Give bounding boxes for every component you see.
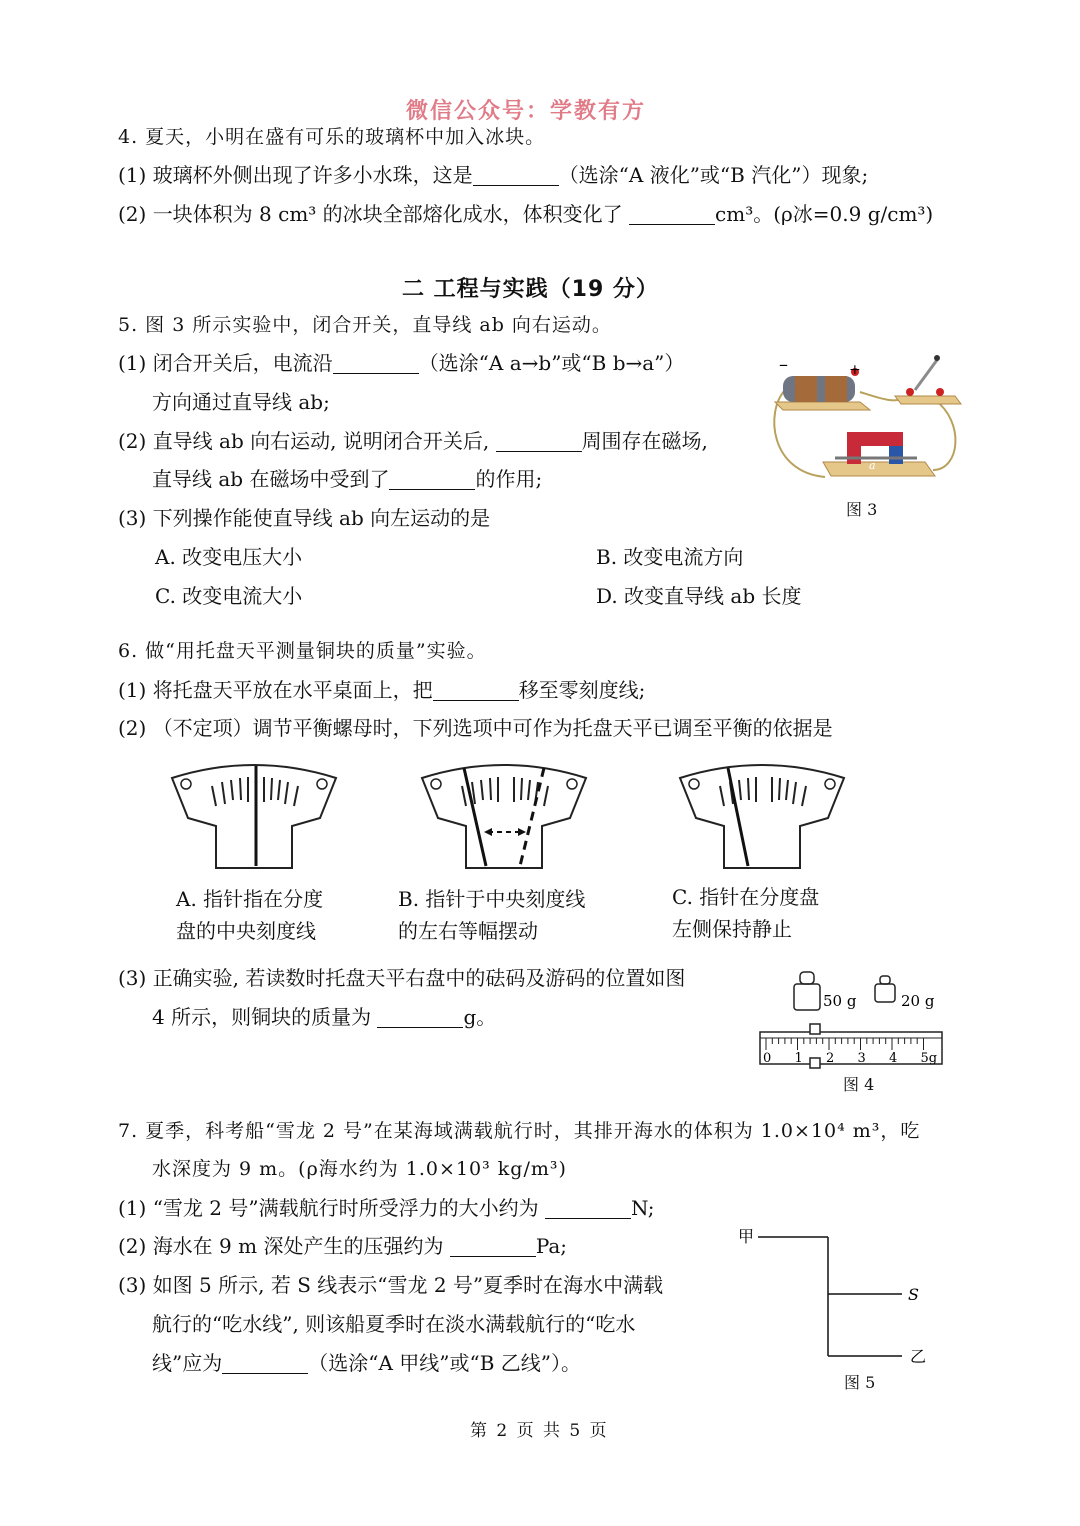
q6-p1-text-a: (1) 将托盘天平放在水平桌面上，把 xyxy=(118,678,433,702)
battery-plus-label: + xyxy=(849,362,861,378)
line-jia-label: 甲 xyxy=(738,1227,755,1246)
q7-part1 xyxy=(118,1195,654,1221)
dial-c-caption-2: 左侧保持静止 xyxy=(672,917,792,941)
answer-blank[interactable] xyxy=(222,1353,308,1374)
line-s-label: S xyxy=(908,1285,919,1304)
scale-tick-label: 4 xyxy=(889,1051,898,1066)
q5-option-d[interactable]: D. 改变直导线 ab 长度 xyxy=(596,584,802,608)
q5-option-a[interactable]: A. 改变电压大小 xyxy=(155,545,303,569)
q4-p1-text-a: (1) 玻璃杯外侧出现了许多小水珠，这是 xyxy=(118,163,473,187)
answer-blank[interactable] xyxy=(333,353,419,374)
figure-4-caption: 图 4 xyxy=(843,1075,875,1094)
q6-part2: (2) （不定项）调节平衡螺母时，下列选项中可作为托盘天平已调至平衡的依据是 xyxy=(118,716,833,740)
q7-p2-text-b: Pa; xyxy=(535,1234,568,1258)
q7-p1-text-b: N; xyxy=(630,1196,655,1220)
q7-part3-cont-2 xyxy=(152,1350,581,1376)
watermark-text: 微信公众号：学教有方 xyxy=(406,98,647,124)
q7-stem-1: 7. 夏季，科考船“雪龙 2 号”在某海域满载航行时，其排开海水的体积为 1.0×10⁴ m³，吃 xyxy=(118,1120,921,1142)
answer-blank[interactable] xyxy=(377,1007,463,1028)
q4-part2 xyxy=(118,201,933,227)
q6-part3-cont xyxy=(152,1004,496,1030)
answer-blank[interactable] xyxy=(496,431,582,452)
q5-p2-text-d: 的作用; xyxy=(475,467,543,491)
q7-p1-text-a: (1) “雪龙 2 号”满载航行时所受浮力的大小约为 xyxy=(118,1196,539,1220)
q7-part3: (3) 如图 5 所示, 若 S 线表示“雪龙 2 号”夏季时在海水中满载 xyxy=(118,1273,664,1297)
dial-a-caption-1: A. 指针指在分度 xyxy=(176,887,324,911)
dial-b-caption-1: B. 指针于中央刻度线 xyxy=(398,887,586,911)
balance-dial-a xyxy=(168,760,340,872)
dial-c-caption-1: C. 指针在分度盘 xyxy=(672,885,820,909)
answer-blank[interactable] xyxy=(545,1198,631,1219)
q5-option-b[interactable]: B. 改变电流方向 xyxy=(596,545,744,569)
scale-tick-label: 5g xyxy=(920,1051,938,1066)
q5-p2-text-a: (2) 直导线 ab 向右运动, 说明闭合开关后, xyxy=(118,429,490,453)
figure-3-circuit xyxy=(765,352,965,492)
q6-p3-text-c: g。 xyxy=(463,1005,497,1029)
q6-p1-text-b: 移至零刻度线; xyxy=(518,678,646,702)
battery-minus-label: – xyxy=(779,354,788,375)
q5-part2 xyxy=(118,428,708,454)
q5-part1 xyxy=(118,350,684,376)
section-heading: 二 工程与实践（19 分） xyxy=(402,277,659,302)
q5-part1-cont: 方向通过直导线 ab; xyxy=(152,390,330,414)
dial-b-caption-2: 的左右等幅摆动 xyxy=(398,919,538,943)
answer-blank[interactable] xyxy=(433,680,519,701)
q7-p2-text-a: (2) 海水在 9 m 深处产生的压强约为 xyxy=(118,1234,444,1258)
answer-blank[interactable] xyxy=(473,165,559,186)
balance-dial-b xyxy=(418,760,590,872)
q6-p3-text-b: 4 所示，则铜块的质量为 xyxy=(152,1005,372,1029)
q4-p2-text-b: cm³。(ρ冰=0.9 g/cm³) xyxy=(715,202,934,226)
figure-5-caption: 图 5 xyxy=(844,1373,876,1392)
q5-p1-text-a: (1) 闭合开关后，电流沿 xyxy=(118,351,333,375)
q7-part2 xyxy=(118,1233,567,1259)
q4-part1 xyxy=(118,162,868,188)
q5-p2-text-b: 周围存在磁场, xyxy=(581,429,708,453)
q5-p2-text-c: 直导线 ab 在磁场中受到了 xyxy=(152,467,390,491)
figure-5-waterlines xyxy=(736,1222,936,1372)
answer-blank[interactable] xyxy=(629,204,715,225)
answer-blank[interactable] xyxy=(450,1236,536,1257)
q6-part3: (3) 正确实验, 若读数时托盘天平右盘中的砝码及游码的位置如图 xyxy=(118,966,686,990)
q5-stem: 5. 图 3 所示实验中，闭合开关，直导线 ab 向右运动。 xyxy=(118,314,612,336)
balance-dial-c xyxy=(676,760,848,872)
dial-a-caption-2: 盘的中央刻度线 xyxy=(176,919,316,943)
weight-20g-label: 20 g xyxy=(901,992,935,1010)
weight-50g-label: 50 g xyxy=(823,992,857,1010)
scale-tick-label: 1 xyxy=(794,1051,803,1066)
q4-p1-text-b: （选涂“A 液化”或“B 汽化”）现象; xyxy=(558,163,869,187)
q7-p3-text-c: 线”应为 xyxy=(152,1351,223,1375)
figure-3-caption: 图 3 xyxy=(846,500,878,519)
answer-blank[interactable] xyxy=(389,469,475,490)
q6-stem: 6. 做“用托盘天平测量铜块的质量”实验。 xyxy=(118,640,487,662)
scale-tick-label: 0 xyxy=(763,1051,772,1066)
q5-p1-text-b: （选涂“A a→b”或“B b→a”） xyxy=(418,351,685,375)
q7-stem-2: 水深度为 9 m。(ρ海水约为 1.0×10³ kg/m³) xyxy=(152,1158,567,1180)
figure-4-weights-scale xyxy=(756,966,948,1070)
line-yi-label: 乙 xyxy=(910,1347,927,1366)
q7-p3-text-d: （选涂“A 甲线”或“B 乙线”）。 xyxy=(308,1351,581,1375)
q7-part3-cont: 航行的“吃水线”, 则该船夏季时在淡水满载航行的“吃水 xyxy=(152,1312,636,1336)
q5-part3: (3) 下列操作能使直导线 ab 向左运动的是 xyxy=(118,506,491,530)
page-number: 第 2 页 共 5 页 xyxy=(470,1421,609,1441)
wire-end-label: a xyxy=(869,459,876,472)
q5-option-c[interactable]: C. 改变电流大小 xyxy=(155,584,303,608)
q5-part2-cont xyxy=(152,466,542,492)
q4-p2-text-a: (2) 一块体积为 8 cm³ 的冰块全部熔化成水，体积变化了 xyxy=(118,202,623,226)
scale-tick-label: 2 xyxy=(826,1051,835,1066)
q4-stem: 4. 夏天，小明在盛有可乐的玻璃杯中加入冰块。 xyxy=(118,126,546,148)
q6-part1 xyxy=(118,677,645,703)
scale-tick-label: 3 xyxy=(857,1051,866,1066)
